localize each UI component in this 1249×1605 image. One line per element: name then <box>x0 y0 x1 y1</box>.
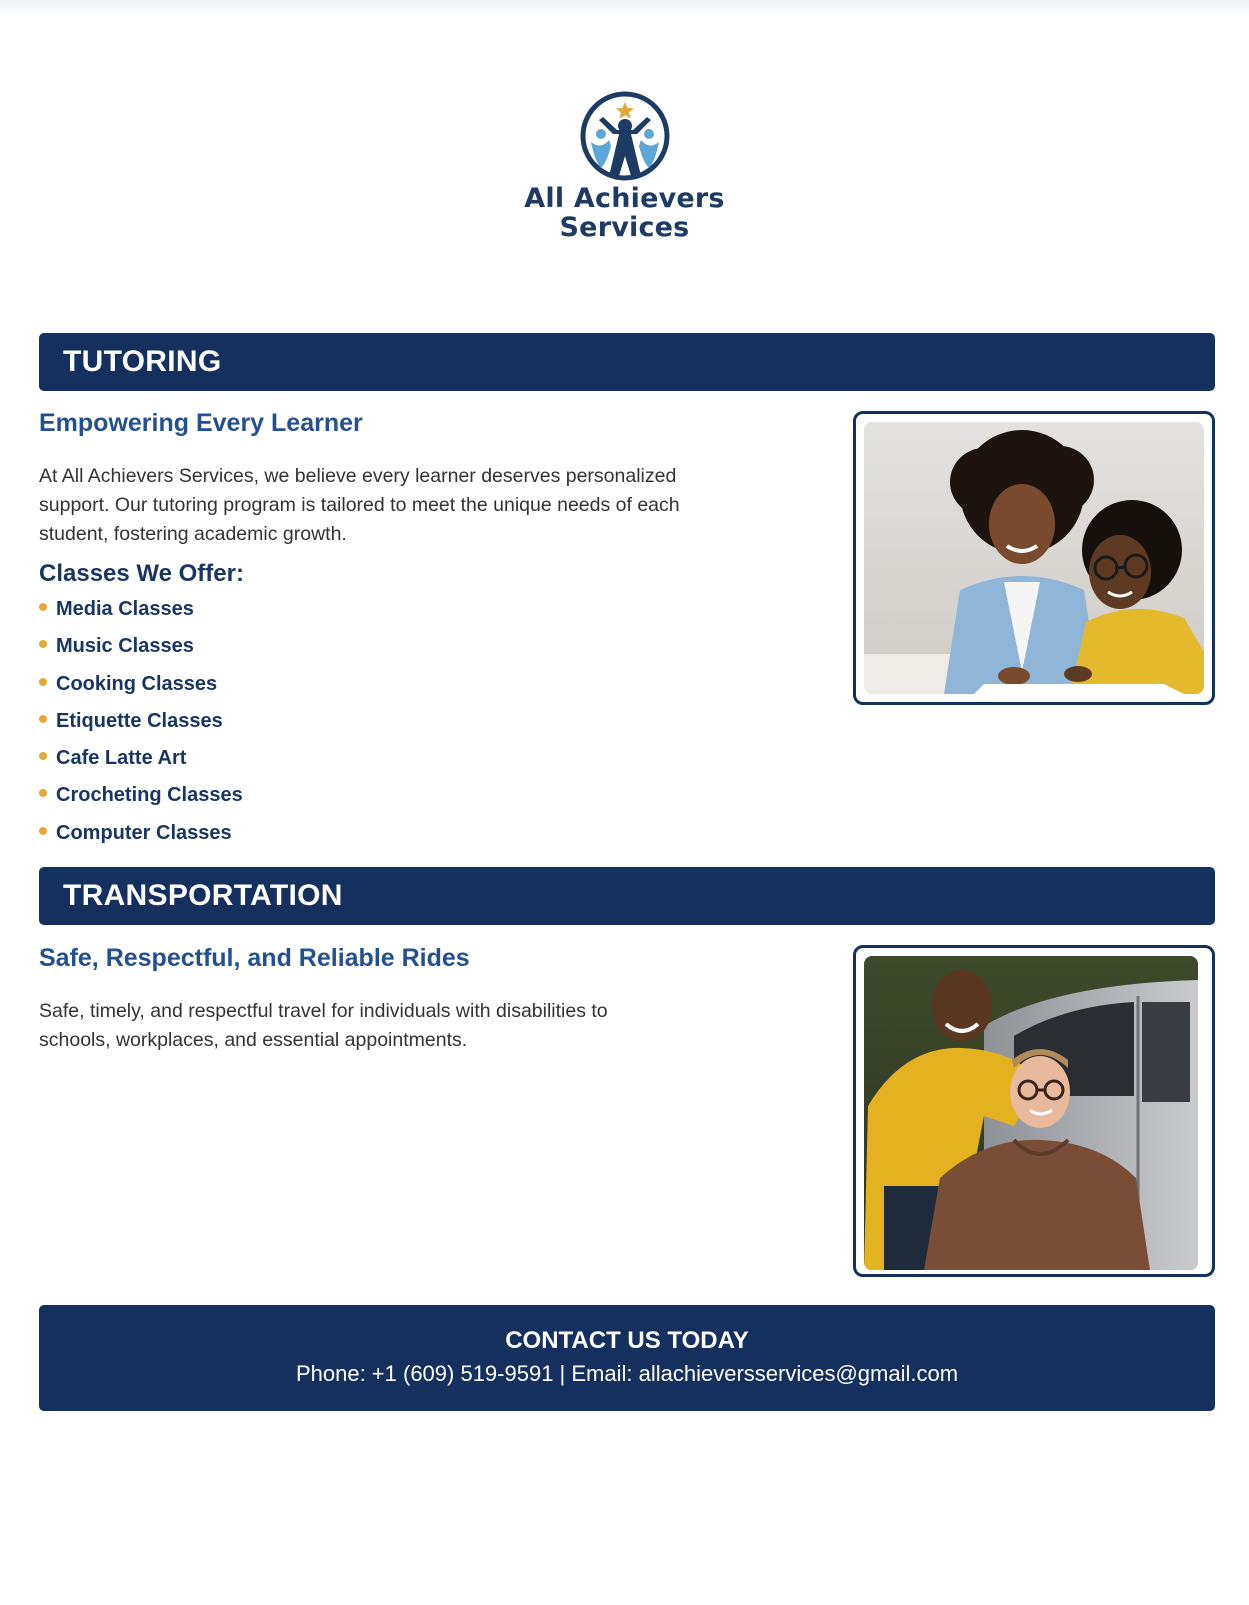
tutoring-description: At All Achievers Services, we believe every learner deserves personalized support. Our tutoring program is tailored to meet the unique needs of each student, fostering academic growth. <box>39 465 680 545</box>
people-star-logo-icon <box>579 90 671 182</box>
class-label: Cooking Classes <box>56 672 218 695</box>
brand-logo <box>0 90 1249 242</box>
transportation-illustration <box>864 956 1198 1270</box>
class-label: Crocheting Classes <box>56 784 243 807</box>
tutoring-photo <box>853 411 1215 705</box>
contact-banner <box>39 1305 1215 1411</box>
transportation-description: Safe, timely, and respectful travel for individuals with disabilities to schools, workplaces, and essential appointments. <box>39 1000 608 1051</box>
classes-title: Classes We Offer: <box>39 560 244 587</box>
list-item <box>39 710 243 747</box>
bullet-icon <box>39 715 47 723</box>
top-shadow <box>0 0 1249 18</box>
contact-details: Phone: +1 (609) 519-9591 | Email: allachieversservices@gmail.com <box>295 1361 959 1386</box>
list-item <box>39 673 243 710</box>
class-label: Computer Classes <box>56 821 232 844</box>
bullet-icon <box>39 640 47 648</box>
list-item <box>39 822 243 859</box>
bullet-icon <box>39 678 47 686</box>
class-label: Cafe Latte Art <box>56 747 187 770</box>
brand-name-line1: All Achievers <box>524 183 725 214</box>
list-item <box>39 598 243 635</box>
list-item <box>39 784 243 821</box>
tutoring-illustration <box>864 422 1204 694</box>
transportation-title: TRANSPORTATION <box>63 879 343 912</box>
bullet-icon <box>39 752 47 760</box>
transportation-subtitle: Safe, Respectful, and Reliable Rides <box>39 944 470 972</box>
brand-name <box>524 184 724 242</box>
classes-list <box>39 598 243 859</box>
brand-name-line2: Services <box>559 212 690 243</box>
tutoring-subtitle: Empowering Every Learner <box>39 409 363 437</box>
tutoring-header <box>39 333 1215 391</box>
tutoring-title: TUTORING <box>63 345 222 378</box>
bullet-icon <box>39 789 47 797</box>
contact-title: CONTACT US TODAY <box>505 1327 749 1354</box>
class-label: Etiquette Classes <box>56 709 223 732</box>
class-label: Music Classes <box>56 635 194 658</box>
class-label: Media Classes <box>56 598 194 620</box>
transportation-header <box>39 867 1215 925</box>
list-item <box>39 747 243 784</box>
list-item <box>39 635 243 672</box>
bullet-icon <box>39 603 47 611</box>
transportation-photo <box>853 945 1215 1277</box>
bullet-icon <box>39 827 47 835</box>
